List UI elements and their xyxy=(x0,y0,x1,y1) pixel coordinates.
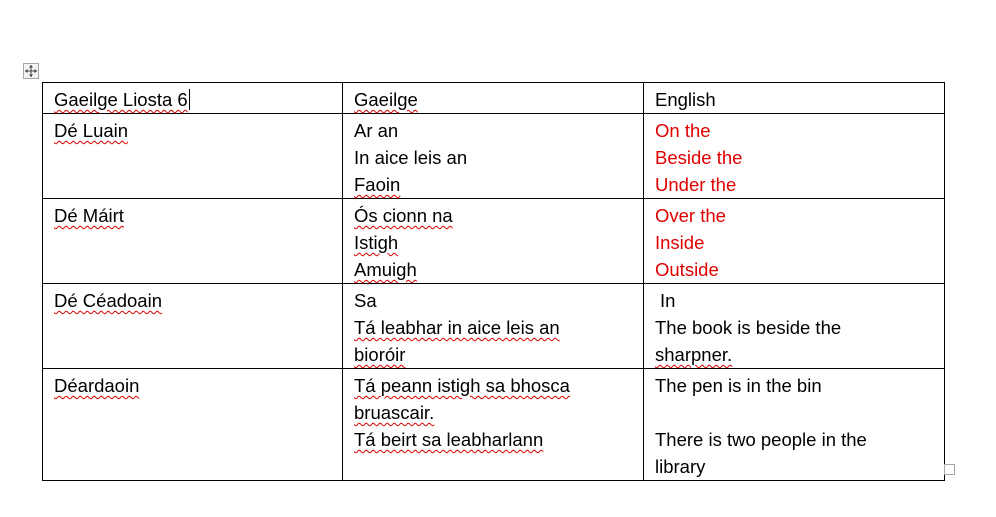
gaeilge-line xyxy=(354,117,633,144)
english-line: There is two people in the xyxy=(655,429,867,450)
header-cell-english[interactable] xyxy=(644,83,945,114)
day-cell[interactable] xyxy=(43,199,343,284)
empty-line xyxy=(655,399,934,426)
gaeilge-cell[interactable] xyxy=(343,369,644,481)
english-line: Beside the xyxy=(655,147,743,168)
table-row xyxy=(43,199,945,284)
gaeilge-line xyxy=(354,144,633,171)
gaeilge-line xyxy=(354,426,633,453)
english-line: Outside xyxy=(655,259,719,280)
day-cell[interactable] xyxy=(43,369,343,481)
english-cell[interactable] xyxy=(644,114,945,199)
table-row xyxy=(43,369,945,481)
gaeilge-cell[interactable] xyxy=(343,114,644,199)
english-line: The book is beside the xyxy=(655,317,842,338)
day-label: Dé Máirt xyxy=(54,205,124,226)
english-line xyxy=(655,341,934,368)
gaeilge-line xyxy=(354,341,633,368)
header-gaeilge: Gaeilge xyxy=(354,89,418,110)
gaeilge-line xyxy=(354,372,633,399)
header-cell-list[interactable] xyxy=(43,83,343,114)
english-line: In xyxy=(660,290,676,311)
gaeilge-line xyxy=(354,202,633,229)
english-cell[interactable] xyxy=(644,284,945,369)
day-label: Déardaoin xyxy=(54,375,140,396)
day-label: Dé Céadoain xyxy=(54,290,162,311)
english-line: On the xyxy=(655,120,711,141)
gaeilge-text: Amuigh xyxy=(354,259,417,280)
text-cursor xyxy=(189,89,190,110)
table-resize-handle[interactable] xyxy=(944,464,955,475)
english-line: library xyxy=(655,456,706,477)
gaeilge-text: Ós cionn na xyxy=(354,205,453,226)
gaeilge-line xyxy=(354,399,633,426)
header-english: English xyxy=(655,89,716,110)
day-label: Dé Luain xyxy=(54,120,129,141)
day-cell[interactable] xyxy=(43,284,343,369)
gaeilge-line xyxy=(354,256,633,283)
table-header-row xyxy=(43,83,945,114)
gaeilge-text: Tá beirt sa leabharlann xyxy=(354,429,544,450)
gaeilge-text: bioróir xyxy=(354,344,406,365)
table-row xyxy=(43,284,945,369)
gaeilge-text: Tá leabhar in aice leis an xyxy=(354,317,560,338)
header-list-title: Gaeilge Liosta 6 xyxy=(54,89,188,110)
gaeilge-line xyxy=(354,171,633,198)
gaeilge-line xyxy=(354,229,633,256)
gaeilge-line xyxy=(354,287,633,314)
gaeilge-text: Sa xyxy=(354,290,377,311)
gaeilge-text: Ar an xyxy=(354,120,399,141)
gaeilge-text: Istigh xyxy=(354,232,399,253)
gaeilge-cell[interactable] xyxy=(343,199,644,284)
gaeilge-cell[interactable] xyxy=(343,284,644,369)
english-line: The pen is in the bin xyxy=(655,375,822,396)
vocabulary-table xyxy=(42,82,945,481)
gaeilge-line xyxy=(354,314,633,341)
header-cell-gaeilge[interactable] xyxy=(343,83,644,114)
english-line: Over the xyxy=(655,205,726,226)
gaeilge-text: bruascair. xyxy=(354,402,435,423)
english-line: Under the xyxy=(655,174,737,195)
english-text: sharpner. xyxy=(655,344,733,365)
gaeilge-text: Faoin xyxy=(354,174,401,195)
english-line: Inside xyxy=(655,232,705,253)
move-arrows-icon xyxy=(24,64,38,78)
gaeilge-text: In aice leis an xyxy=(354,147,468,168)
table-move-handle[interactable] xyxy=(23,63,39,79)
table-row xyxy=(43,114,945,199)
english-cell[interactable] xyxy=(644,369,945,481)
gaeilge-text: Tá peann istigh sa bhosca xyxy=(354,375,570,396)
english-cell[interactable] xyxy=(644,199,945,284)
day-cell[interactable] xyxy=(43,114,343,199)
